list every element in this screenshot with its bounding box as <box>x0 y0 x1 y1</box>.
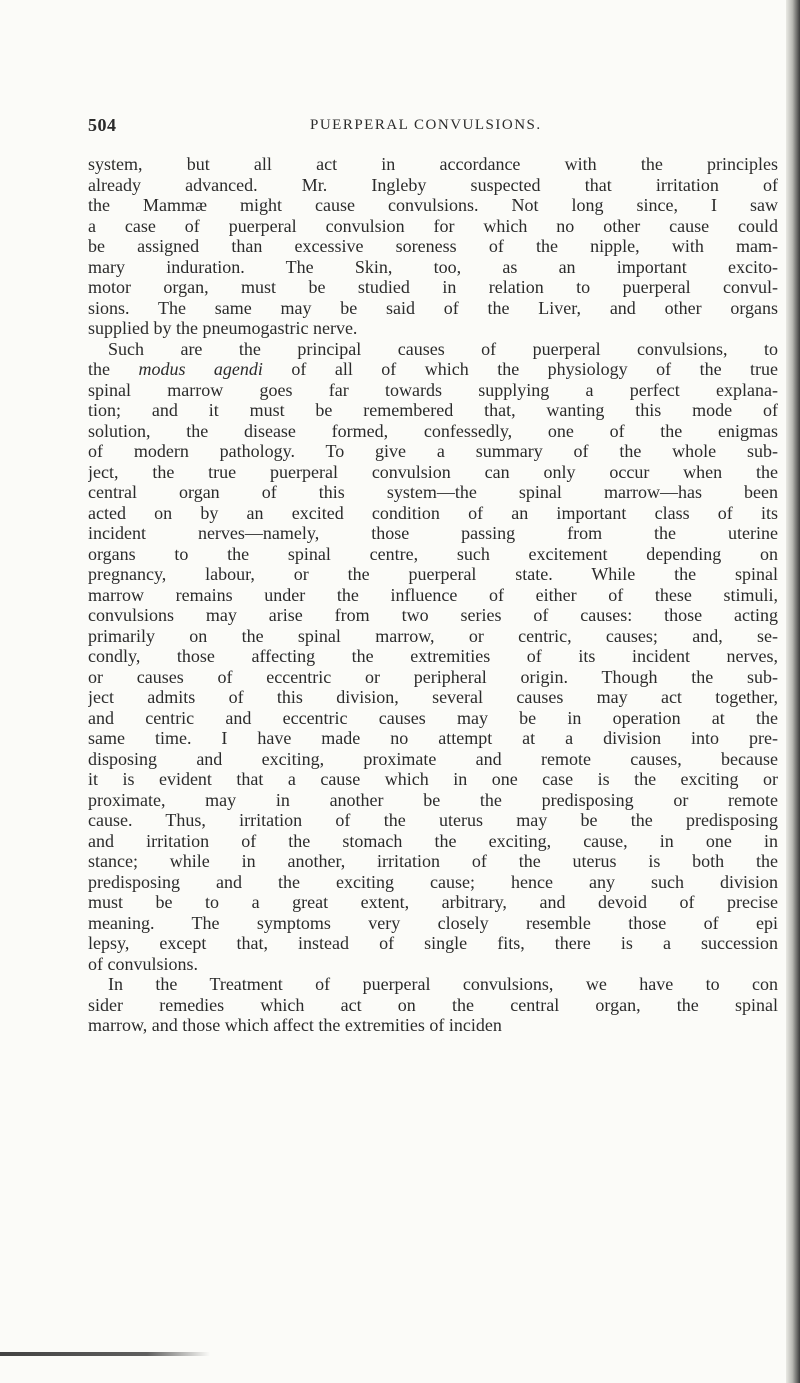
bottom-edge-mark <box>0 1352 210 1356</box>
text-line: system, but all act in accordance with the principles <box>88 154 778 174</box>
text-line: supplied by the pneumogastric nerve. <box>88 318 358 338</box>
text-line: predisposing and the exciting cause; hence any such division <box>88 871 778 892</box>
text-line: ject admits of this division, several causes may act together, <box>88 687 778 707</box>
text-line: of convulsions. <box>88 953 198 974</box>
text-line: or causes of eccentric or peripheral origin. Though the sub- <box>88 666 778 687</box>
text-line: be assigned than excessive soreness of the nipple, with mam- <box>88 236 778 256</box>
text-line: same time. I have made no attempt at a division into pre- <box>88 728 778 748</box>
text-line: stance; while in another, irritation of the uterus is both the <box>88 851 778 871</box>
text-line: the modus agendi of all of which the physiology of the true <box>88 359 778 379</box>
text-line: tion; and it must be remembered that, wanting this mode of <box>88 400 778 420</box>
text-line: mary induration. The Skin, too, as an important excito- <box>88 256 778 277</box>
text-line: disposing and exciting, proximate and remote causes, because <box>88 748 778 769</box>
text-line: lepsy, except that, instead of single fits, there is a succession <box>88 933 778 953</box>
text-line: meaning. The symptoms very closely resemble those of epi <box>88 912 778 933</box>
text-line: marrow remains under the influence of either of these stimuli, <box>88 584 778 605</box>
text-line: organs to the spinal centre, such excitement depending on <box>88 543 778 564</box>
text-line: solution, the disease formed, confessedly, one of the enigmas <box>88 420 778 441</box>
text-line: the Mammæ might cause convulsions. Not long since, I saw <box>88 195 778 215</box>
text-line: cause. Thus, irritation of the uterus may be the predisposing <box>88 810 778 830</box>
running-title: PUERPERAL CONVULSIONS. <box>310 117 542 133</box>
text-line: a case of puerperal convulsion for which no other cause could <box>88 215 778 236</box>
text-line: Such are the principal causes of puerperal convulsions, to <box>108 338 778 359</box>
text-line: incident nerves—namely, those passing from the uterine <box>88 523 778 543</box>
text-line: already advanced. Mr. Ingleby suspected that irritation of <box>88 174 778 195</box>
text-line: and centric and eccentric causes may be in operation at the <box>88 707 778 728</box>
text-line: central organ of this system—the spinal marrow—has been <box>88 482 778 502</box>
text-line: acted on by an excited condition of an important class of its <box>88 502 778 523</box>
text-line: In the Treatment of puerperal convulsions, we have to con <box>108 974 778 994</box>
text-line: spinal marrow goes far towards supplying a perfect explana- <box>88 379 778 400</box>
text-line: marrow, and those which affect the extremities of inciden <box>88 1015 502 1035</box>
page-number: 504 <box>88 115 117 135</box>
text-line: condly, those affecting the extremities of its incident nerves, <box>88 646 778 666</box>
running-head <box>88 115 778 139</box>
text-line: must be to a great extent, arbitrary, and devoid of precise <box>88 892 778 912</box>
text-line: primarily on the spinal marrow, or centric, causes; and, se- <box>88 625 778 646</box>
body-text <box>88 154 778 1036</box>
text-line: ject, the true puerperal convulsion can only occur when the <box>88 461 778 482</box>
text-line: motor organ, must be studied in relation to puerperal convul- <box>88 277 778 297</box>
text-line: convulsions may arise from two series of causes: those acting <box>88 605 778 625</box>
text-line: proximate, may in another be the predisposing or remote <box>88 789 778 810</box>
text-line: sions. The same may be said of the Liver, and other organs <box>88 297 778 318</box>
page-edge-shadow <box>786 0 800 1383</box>
text-line: of modern pathology. To give a summary of the whole sub- <box>88 441 778 461</box>
text-line: it is evident that a cause which in one case is the exciting or <box>88 769 778 789</box>
text-line: pregnancy, labour, or the puerperal state. While the spinal <box>88 564 778 584</box>
text-line: and irritation of the stomach the exciting, cause, in one in <box>88 830 778 851</box>
text-line: sider remedies which act on the central organ, the spinal <box>88 994 778 1015</box>
